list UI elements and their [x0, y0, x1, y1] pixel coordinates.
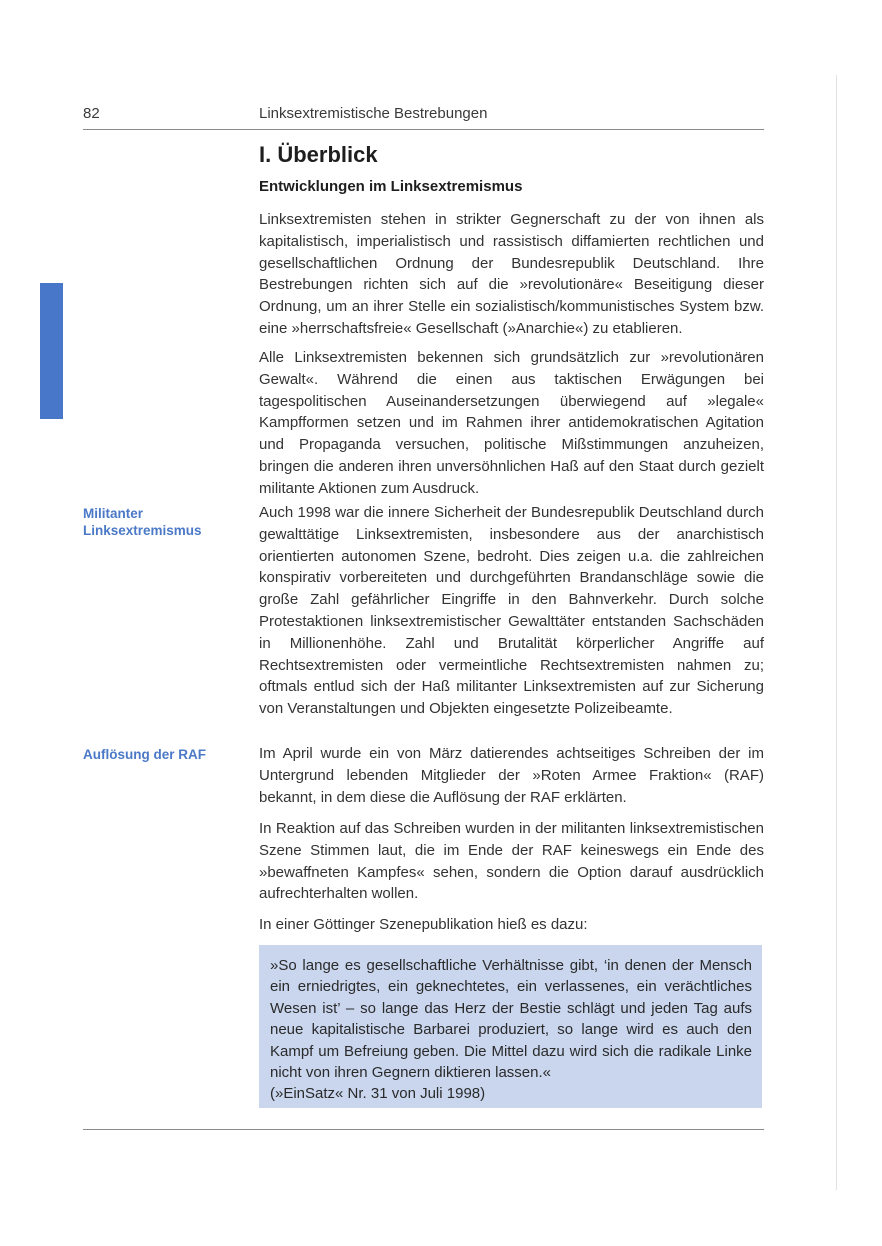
section-subtitle: Entwicklungen im Linksextremismus — [259, 178, 523, 195]
paragraph: Alle Linksextremisten bekennen sich grundsätzlich zur »revolutionären Gewalt«. Während die einen aus taktischen Erwägungen bei tagespolitischen Auseinandersetzungen überwiegend auf »legale« Kampfformen setzen und im Rahmen ihrer antidemokratischen Agitation und Propaganda versuchen, politische Mißstimmungen anzuheizen, bringen die anderen ihren unversöhnlichen Haß auf den Staat durch gezielt militante Aktionen zum Ausdruck. — [259, 349, 764, 497]
paragraph: Auch 1998 war die innere Sicherheit der Bundesrepublik Deutschland durch gewalttätige Linksextremisten, insbesondere aus der anarchistisch orientierten autonomen Szene, bedroht. Dies zeigen u.a. die zahlreichen konspirativ vorbereiteten und durchgeführten Brandanschläge sowie die große Zahl gefährlicher Eingriffe in den Bahnverkehr. Durch solche Protestaktionen linksextremistischer Gewalttäter entstanden Sachschäden in Millionenhöhe. Zahl und Brutalität körperlicher Angriffe auf Rechtsextremisten oder vermeintliche Rechtsextremisten nahmen zu; oftmals entlud sich der Haß militanter Linksextremisten auf zur Sicherung von Veranstaltungen und Objekten eingesetzte Polizeibeamte. — [259, 504, 764, 718]
page-edge-line — [836, 75, 837, 1190]
header-rule — [83, 129, 764, 130]
margin-note-line: Linksextremismus — [83, 523, 202, 538]
paragraph: Im April wurde ein von März datierendes achtseitiges Schreiben der im Untergrund lebenden Mitglieder der »Roten Armee Fraktion« (RAF) bekannt, in dem diese die Auflösung der RAF erklärten. — [259, 745, 764, 806]
paragraph: Linksextremisten stehen in strikter Gegnerschaft zu der von ihnen als kapitalistisch, imperialistisch und rassistisch diffamierten rechtlichen und gesellschaftlichen Ordnung der Bundesrepublik Deutschland. Ihre Bestrebungen richten sich auf die »revolutionäre« Beseitigung dieser Ordnung, um an ihrer Stelle ein sozialistisch/kommunistisches System bzw. eine »herrschaftsfreie« Gesellschaft (»Anarchie«) zu etablieren. — [259, 211, 764, 337]
section-title: I. Überblick — [259, 142, 378, 167]
paragraph: In Reaktion auf das Schreiben wurden in der militanten linksextremistischen Szene Stimmen laut, die im Ende der RAF keineswegs ein Ende des »bewaffneten Kampfes« sehen, sondern die Option darauf ausdrücklich aufrechterhalten wollen. — [259, 820, 764, 903]
footer-rule — [83, 1129, 764, 1130]
margin-note-militanter-linksextremismus — [83, 505, 243, 539]
paragraph: In einer Göttinger Szenepublikation hieß es dazu: — [259, 916, 588, 933]
quote-box — [259, 945, 762, 1108]
page-number: 82 — [83, 105, 100, 122]
quote-text: »So lange es gesellschaftliche Verhältnisse gibt, ‘in denen der Mensch ein erniedrigtes, ein geknechtetes, ein verlassenes, ein verächtliches Wesen ist’ – so lange das Herz der Bestie schlägt und jeden Tag aufs neue kapitalistische Barbarei produziert, so lange wird es auch den Kampf um Befreiung geben. Die Mittel dazu wird sich die radikale Linke nicht von ihren Gegnern diktieren lassen.« — [270, 957, 752, 1082]
chapter-color-bar — [40, 283, 63, 419]
margin-note-aufloesung-raf: Auflösung der RAF — [83, 747, 206, 762]
quote-source: (»EinSatz« Nr. 31 von Juli 1998) — [270, 1085, 486, 1103]
running-header: Linksextremistische Bestrebungen — [259, 105, 488, 122]
margin-note-line: Militanter — [83, 506, 144, 521]
